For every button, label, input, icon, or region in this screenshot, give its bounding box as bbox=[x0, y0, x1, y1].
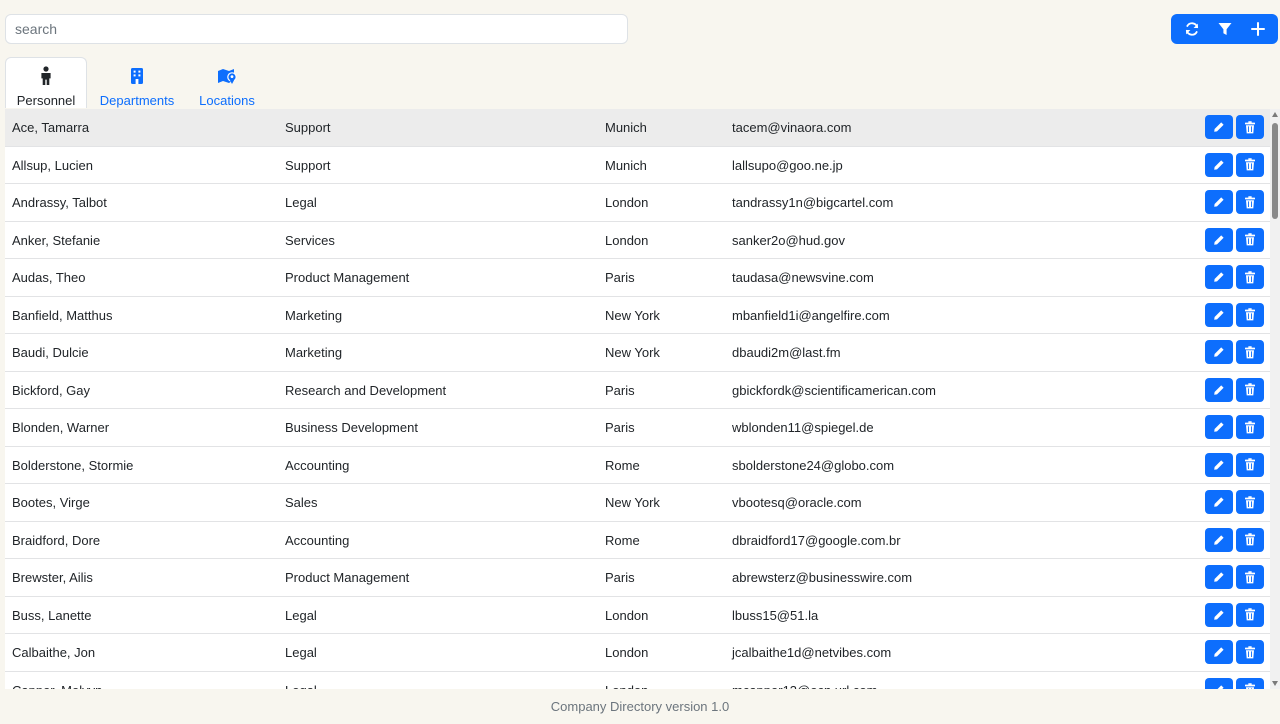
table-row[interactable] bbox=[5, 259, 1270, 297]
edit-button[interactable] bbox=[1205, 453, 1233, 477]
trash-icon bbox=[1244, 121, 1256, 134]
employee-location: Rome bbox=[605, 457, 640, 473]
delete-button[interactable] bbox=[1236, 265, 1264, 289]
employee-department: Accounting bbox=[285, 532, 350, 548]
tab-departments[interactable] bbox=[87, 57, 187, 108]
delete-button[interactable] bbox=[1236, 415, 1264, 439]
employee-department: Research and Development bbox=[285, 382, 447, 398]
pencil-icon bbox=[1213, 384, 1225, 396]
add-button[interactable] bbox=[1243, 16, 1273, 42]
tab-bar bbox=[5, 57, 267, 108]
trash-icon bbox=[1244, 533, 1256, 546]
pencil-icon bbox=[1213, 121, 1225, 133]
tab-personnel-label: Personnel bbox=[16, 93, 76, 108]
trash-icon bbox=[1244, 608, 1256, 621]
employee-email: gbickfordk@scientificamerican.com bbox=[732, 382, 936, 398]
employee-email: sanker2o@hud.gov bbox=[732, 232, 845, 248]
delete-button[interactable] bbox=[1236, 565, 1264, 589]
edit-button[interactable] bbox=[1205, 265, 1233, 289]
table-row[interactable] bbox=[5, 147, 1270, 185]
trash-icon bbox=[1244, 383, 1256, 396]
pencil-icon bbox=[1213, 159, 1225, 171]
delete-button[interactable] bbox=[1236, 153, 1264, 177]
tab-personnel[interactable] bbox=[5, 57, 87, 108]
pencil-icon bbox=[1213, 609, 1225, 621]
pencil-icon bbox=[1213, 459, 1225, 471]
pencil-icon bbox=[1213, 496, 1225, 508]
employee-department: Support bbox=[285, 120, 331, 135]
delete-button[interactable] bbox=[1236, 340, 1264, 364]
table-row[interactable] bbox=[5, 597, 1270, 635]
employee-email: abrewsterz@businesswire.com bbox=[732, 570, 913, 585]
delete-button[interactable] bbox=[1236, 190, 1264, 214]
pencil-icon bbox=[1213, 346, 1225, 358]
edit-button[interactable] bbox=[1205, 640, 1233, 664]
table-row[interactable] bbox=[5, 109, 1270, 147]
table-row[interactable] bbox=[5, 222, 1270, 260]
edit-button[interactable] bbox=[1205, 565, 1233, 589]
employee-email: taudasa@newsvine.com bbox=[732, 270, 874, 285]
employee-location: London bbox=[605, 232, 649, 248]
scroll-down-icon[interactable] bbox=[1272, 681, 1278, 686]
filter-icon bbox=[1217, 21, 1233, 37]
employee-location: London bbox=[605, 645, 649, 660]
edit-button[interactable] bbox=[1205, 528, 1233, 552]
plus-icon bbox=[1250, 21, 1266, 37]
employee-department: Legal bbox=[285, 607, 317, 623]
employee-email: lallsupo@goo.ne.jp bbox=[732, 157, 843, 173]
pencil-icon bbox=[1213, 271, 1225, 283]
pencil-icon bbox=[1213, 571, 1225, 583]
delete-button[interactable] bbox=[1236, 115, 1264, 139]
trash-icon bbox=[1244, 196, 1256, 209]
edit-button[interactable] bbox=[1205, 340, 1233, 364]
scroll-up-icon[interactable] bbox=[1272, 112, 1278, 117]
employee-name: Baudi, Dulcie bbox=[12, 345, 89, 360]
refresh-button[interactable] bbox=[1177, 16, 1207, 42]
edit-button[interactable] bbox=[1205, 303, 1233, 327]
employee-email: jcalbaithe1d@netvibes.com bbox=[732, 645, 892, 660]
pencil-icon bbox=[1213, 534, 1225, 546]
employee-name: Anker, Stefanie bbox=[12, 232, 101, 248]
employee-location: Rome bbox=[605, 532, 640, 548]
employee-department: Marketing bbox=[285, 307, 343, 323]
delete-button[interactable] bbox=[1236, 303, 1264, 327]
employee-department: Accounting bbox=[285, 457, 350, 473]
delete-button[interactable] bbox=[1236, 453, 1264, 477]
tab-locations-label: Locations bbox=[199, 93, 255, 108]
edit-button[interactable] bbox=[1205, 190, 1233, 214]
edit-button[interactable] bbox=[1205, 228, 1233, 252]
employee-email: lbuss15@51.la bbox=[732, 607, 819, 623]
employee-location: London bbox=[605, 195, 649, 210]
delete-button[interactable] bbox=[1236, 528, 1264, 552]
delete-button[interactable] bbox=[1236, 640, 1264, 664]
employee-location: New York bbox=[605, 307, 660, 323]
table-row[interactable] bbox=[5, 372, 1270, 410]
filter-button[interactable] bbox=[1210, 16, 1240, 42]
employee-location: London bbox=[605, 607, 649, 623]
edit-button[interactable] bbox=[1205, 490, 1233, 514]
refresh-icon bbox=[1184, 21, 1200, 37]
table-row[interactable] bbox=[5, 447, 1270, 485]
employee-email: tandrassy1n@bigcartel.com bbox=[732, 195, 894, 210]
employee-name: Andrassy, Talbot bbox=[12, 195, 107, 210]
table-row[interactable] bbox=[5, 409, 1270, 447]
edit-button[interactable] bbox=[1205, 415, 1233, 439]
trash-icon bbox=[1244, 571, 1256, 584]
employee-name: Brewster, Ailis bbox=[12, 570, 93, 585]
edit-button[interactable] bbox=[1205, 115, 1233, 139]
tab-departments-label: Departments bbox=[99, 93, 175, 108]
employee-email: dbaudi2m@last.fm bbox=[732, 345, 841, 360]
trash-icon bbox=[1244, 458, 1256, 471]
table-row[interactable] bbox=[5, 522, 1270, 560]
person-icon bbox=[39, 66, 53, 86]
employee-department: Marketing bbox=[285, 345, 343, 360]
pencil-icon bbox=[1213, 196, 1225, 208]
table-row[interactable] bbox=[5, 184, 1270, 222]
personnel-table bbox=[5, 109, 1270, 689]
pencil-icon bbox=[1213, 309, 1225, 321]
trash-icon bbox=[1244, 308, 1256, 321]
search-input[interactable] bbox=[5, 14, 628, 44]
trash-icon bbox=[1244, 158, 1256, 171]
employee-department: Services bbox=[285, 232, 335, 248]
footer-version-text: Company Directory version 1.0 bbox=[550, 699, 730, 714]
trash-icon bbox=[1244, 271, 1256, 284]
employee-name: Buss, Lanette bbox=[12, 607, 92, 623]
edit-button[interactable] bbox=[1205, 378, 1233, 402]
tab-locations[interactable] bbox=[187, 57, 267, 108]
employee-email: wblonden11@spiegel.de bbox=[732, 420, 874, 435]
employee-email: tacem@vinaora.com bbox=[732, 120, 852, 135]
employee-department: Sales bbox=[285, 495, 318, 510]
employee-location: Munich bbox=[605, 120, 647, 135]
employee-location: New York bbox=[605, 495, 660, 510]
table-scrollbar[interactable] bbox=[1270, 109, 1280, 689]
employee-department: Legal bbox=[285, 645, 317, 660]
employee-name: Calbaithe, Jon bbox=[12, 645, 96, 660]
employee-name: Bolderstone, Stormie bbox=[12, 457, 134, 473]
employee-name: Allsup, Lucien bbox=[12, 157, 93, 173]
trash-icon bbox=[1244, 421, 1256, 434]
employee-department: Support bbox=[285, 157, 331, 173]
trash-icon bbox=[1244, 346, 1256, 359]
employee-name: Ace, Tamarra bbox=[12, 120, 90, 135]
pencil-icon bbox=[1213, 234, 1225, 246]
table-row[interactable] bbox=[5, 634, 1270, 672]
employee-location: Paris bbox=[605, 270, 635, 285]
employee-name: Bootes, Virge bbox=[12, 495, 90, 510]
edit-button[interactable] bbox=[1205, 603, 1233, 627]
footer bbox=[0, 689, 1280, 724]
employee-name: Bickford, Gay bbox=[12, 382, 91, 398]
employee-department: Product Management bbox=[285, 270, 410, 285]
building-icon bbox=[130, 66, 144, 86]
employee-email: vbootesq@oracle.com bbox=[732, 495, 862, 510]
delete-button[interactable] bbox=[1236, 378, 1264, 402]
trash-icon bbox=[1244, 496, 1256, 509]
toolbar bbox=[1171, 14, 1278, 44]
employee-email: mbanfield1i@angelfire.com bbox=[732, 307, 890, 323]
employee-department: Legal bbox=[285, 195, 317, 210]
employee-name: Braidford, Dore bbox=[12, 532, 101, 548]
employee-location: Paris bbox=[605, 420, 635, 435]
table-row[interactable] bbox=[5, 559, 1270, 597]
delete-button[interactable] bbox=[1236, 490, 1264, 514]
delete-button[interactable] bbox=[1236, 603, 1264, 627]
pencil-icon bbox=[1213, 646, 1225, 658]
delete-button[interactable] bbox=[1236, 228, 1264, 252]
employee-name: Banfield, Matthus bbox=[12, 307, 113, 323]
employee-location: New York bbox=[605, 345, 660, 360]
edit-button[interactable] bbox=[1205, 153, 1233, 177]
trash-icon bbox=[1244, 233, 1256, 246]
table-row[interactable] bbox=[5, 297, 1270, 335]
employee-location: Paris bbox=[605, 570, 635, 585]
employee-email: sbolderstone24@globo.com bbox=[732, 457, 895, 473]
employee-department: Business Development bbox=[285, 420, 418, 435]
map-location-icon bbox=[217, 66, 237, 86]
table-row[interactable] bbox=[5, 484, 1270, 522]
pencil-icon bbox=[1213, 421, 1225, 433]
trash-icon bbox=[1244, 646, 1256, 659]
employee-location: Munich bbox=[605, 157, 647, 173]
scroll-thumb[interactable] bbox=[1272, 123, 1278, 219]
employee-email: dbraidford17@google.com.br bbox=[732, 532, 901, 548]
employee-department: Product Management bbox=[285, 570, 410, 585]
employee-location: Paris bbox=[605, 382, 635, 398]
table-row[interactable] bbox=[5, 334, 1270, 372]
employee-name: Blonden, Warner bbox=[12, 420, 110, 435]
employee-name: Audas, Theo bbox=[12, 270, 86, 285]
